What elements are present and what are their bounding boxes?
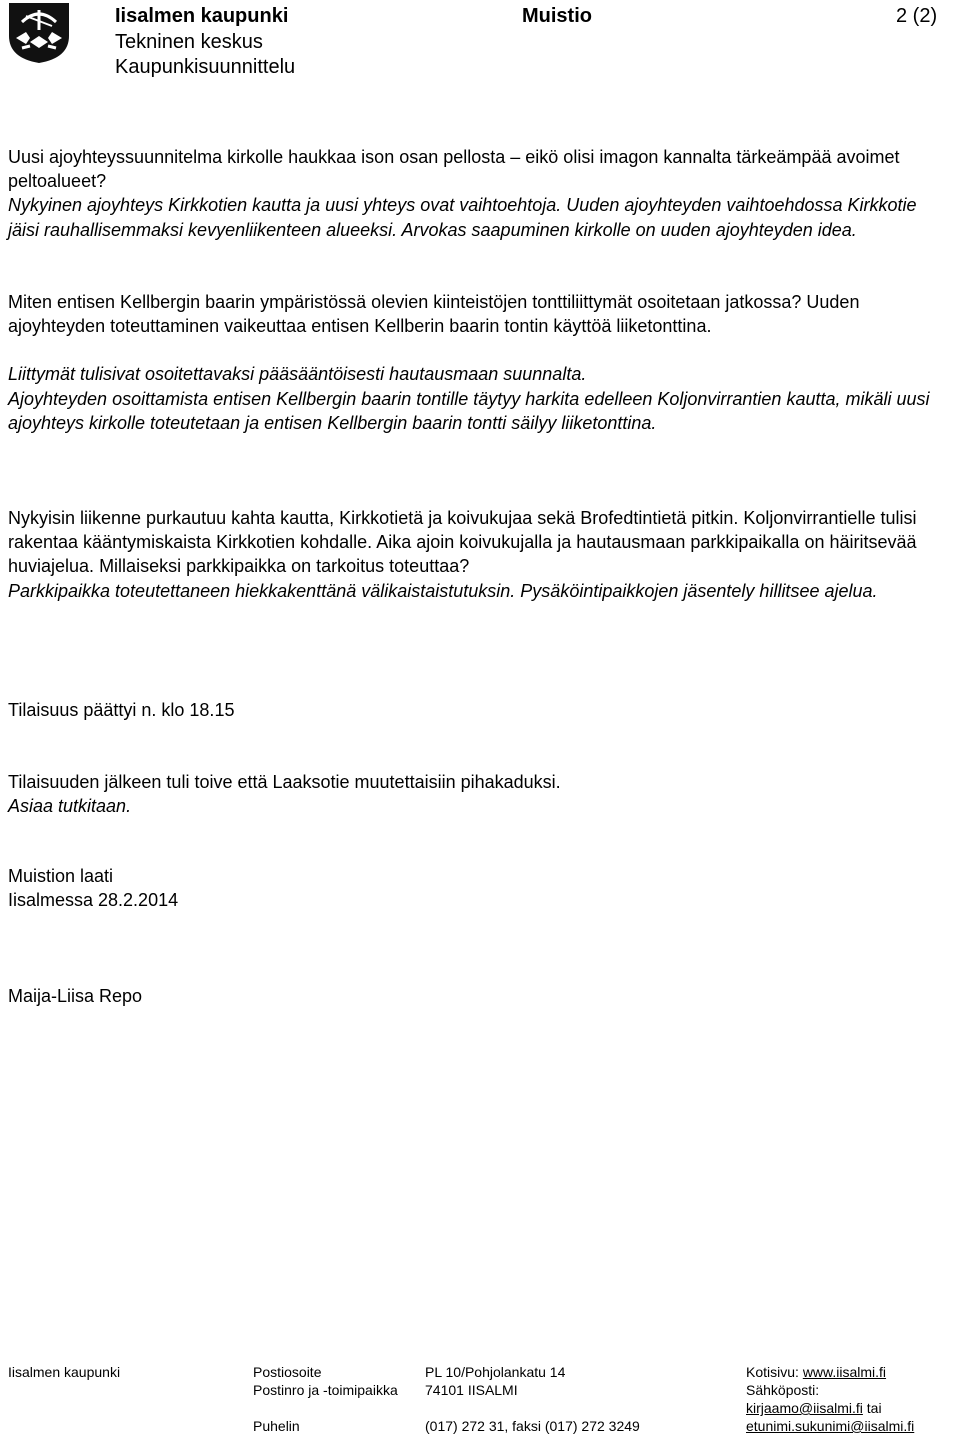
footer-org: Iisalmen kaupunki [8,1364,121,1380]
page-number: 2 (2) [896,5,938,27]
footer-email-label: Sähköposti: [746,1382,820,1398]
after-meeting-answer: Asiaa tutkitaan. [8,796,132,817]
footer-postal-value: PL 10/Pohjolankatu 14 [425,1364,566,1380]
doc-type: Muistio [522,5,592,27]
section-2 [8,290,948,435]
section-3 [8,506,948,603]
signature-line-1: Muistion laati [8,866,114,886]
footer-postal-label: Postiosoite [253,1364,322,1380]
footer-email-1[interactable]: kirjaamo@iisalmi.fi [746,1400,863,1416]
meeting-ended: Tilaisuus päättyi n. klo 18.15 [8,700,235,720]
answer-3: Parkkipaikka toteutettaneen hiekkakenttänä välikaistaistutuksin. Pysäköintipaikkojen jäsentely hillitsee ajelua. [8,580,878,601]
question-2: Miten entisen Kellbergin baarin ympäristössä olevien kiinteistöjen tonttiliittymät osoitetaan jatkossa? Uuden ajoyhteyden toteuttaminen vaikeuttaa entisen Kellberin baarin tontin käyttöä liiketonttina. [8,292,860,337]
org-name: Iisalmen kaupunki [115,5,289,27]
question-1: Uusi ajoyhteyssuunnitelma kirkolle haukkaa ison osan pellosta – eikö olisi imagon kannalta tärkeämpää avoimet peltoalueet? [8,147,900,192]
footer-zip-label: Postinro ja -toimipaikka [253,1382,398,1398]
signature-block [8,864,948,912]
footer-email-or: tai [866,1400,882,1416]
answer-1: Nykyinen ajoyhteys Kirkkotien kautta ja uusi yhteys ovat vaihtoehtoja. Uuden ajoyhteyden vaihtoehdossa Kirkkotie jäisi rauhallisemmaksi kevyenliikenteen alueeksi. Arvokas saapuminen kirkolle on uuden ajoyhteyden idea. [8,195,917,240]
footer-phone-label: Puhelin [253,1418,300,1434]
unit: Kaupunkisuunnittelu [115,56,296,78]
footer-email-line [746,1399,882,1417]
department: Tekninen keskus [115,31,263,53]
signature-line-2: Iisalmessa 28.2.2014 [8,890,179,911]
footer-email-2-link[interactable]: etunimi.sukunimi@iisalmi.fi [746,1418,915,1434]
section-1 [8,145,948,242]
iisalmi-coat-of-arms-icon [8,2,70,64]
after-meeting-text: Tilaisuuden jälkeen tuli toive että Laaksotie muutettaisiin pihakaduksi. [8,772,561,792]
footer-email-2 [746,1417,914,1435]
footer-home [746,1363,886,1381]
footer-phone-value: (017) 272 31, faksi (017) 272 3249 [425,1418,640,1434]
question-3: Nykyisin liikenne purkautuu kahta kautta, Kirkkotietä ja koivukujaa sekä Brofedtintietä pitkin. Koljonvirrantielle tulisi rakentaa kääntymiskaista Kirkkotien kohdalle. Aika ajoin koivukujalla ja hautausmaan parkkipaikalla on häiritsevää huviajelua. Millaiseksi parkkipaikka on tarkoitus toteuttaa? [8,508,917,577]
signature-name: Maija-Liisa Repo [8,986,143,1006]
answer-2a: Liittymät tulisivat osoitettavaksi pääsääntöisesti hautausmaan suunnalta. [8,364,587,385]
answer-2b: Ajoyhteyden osoittamista entisen Kellbergin baarin tontille täytyy harkita edelleen Koljonvirrantien kautta, mikäli uusi ajoyhteys kirkolle toteutetaan ja entisen Kellbergin baarin tontti säilyy liiketonttina. [8,388,930,433]
footer-home-label: Kotisivu: [746,1364,799,1380]
after-meeting [8,770,948,818]
footer-zip-value: 74101 IISALMI [425,1382,518,1398]
footer-home-link[interactable]: www.iisalmi.fi [802,1364,887,1380]
